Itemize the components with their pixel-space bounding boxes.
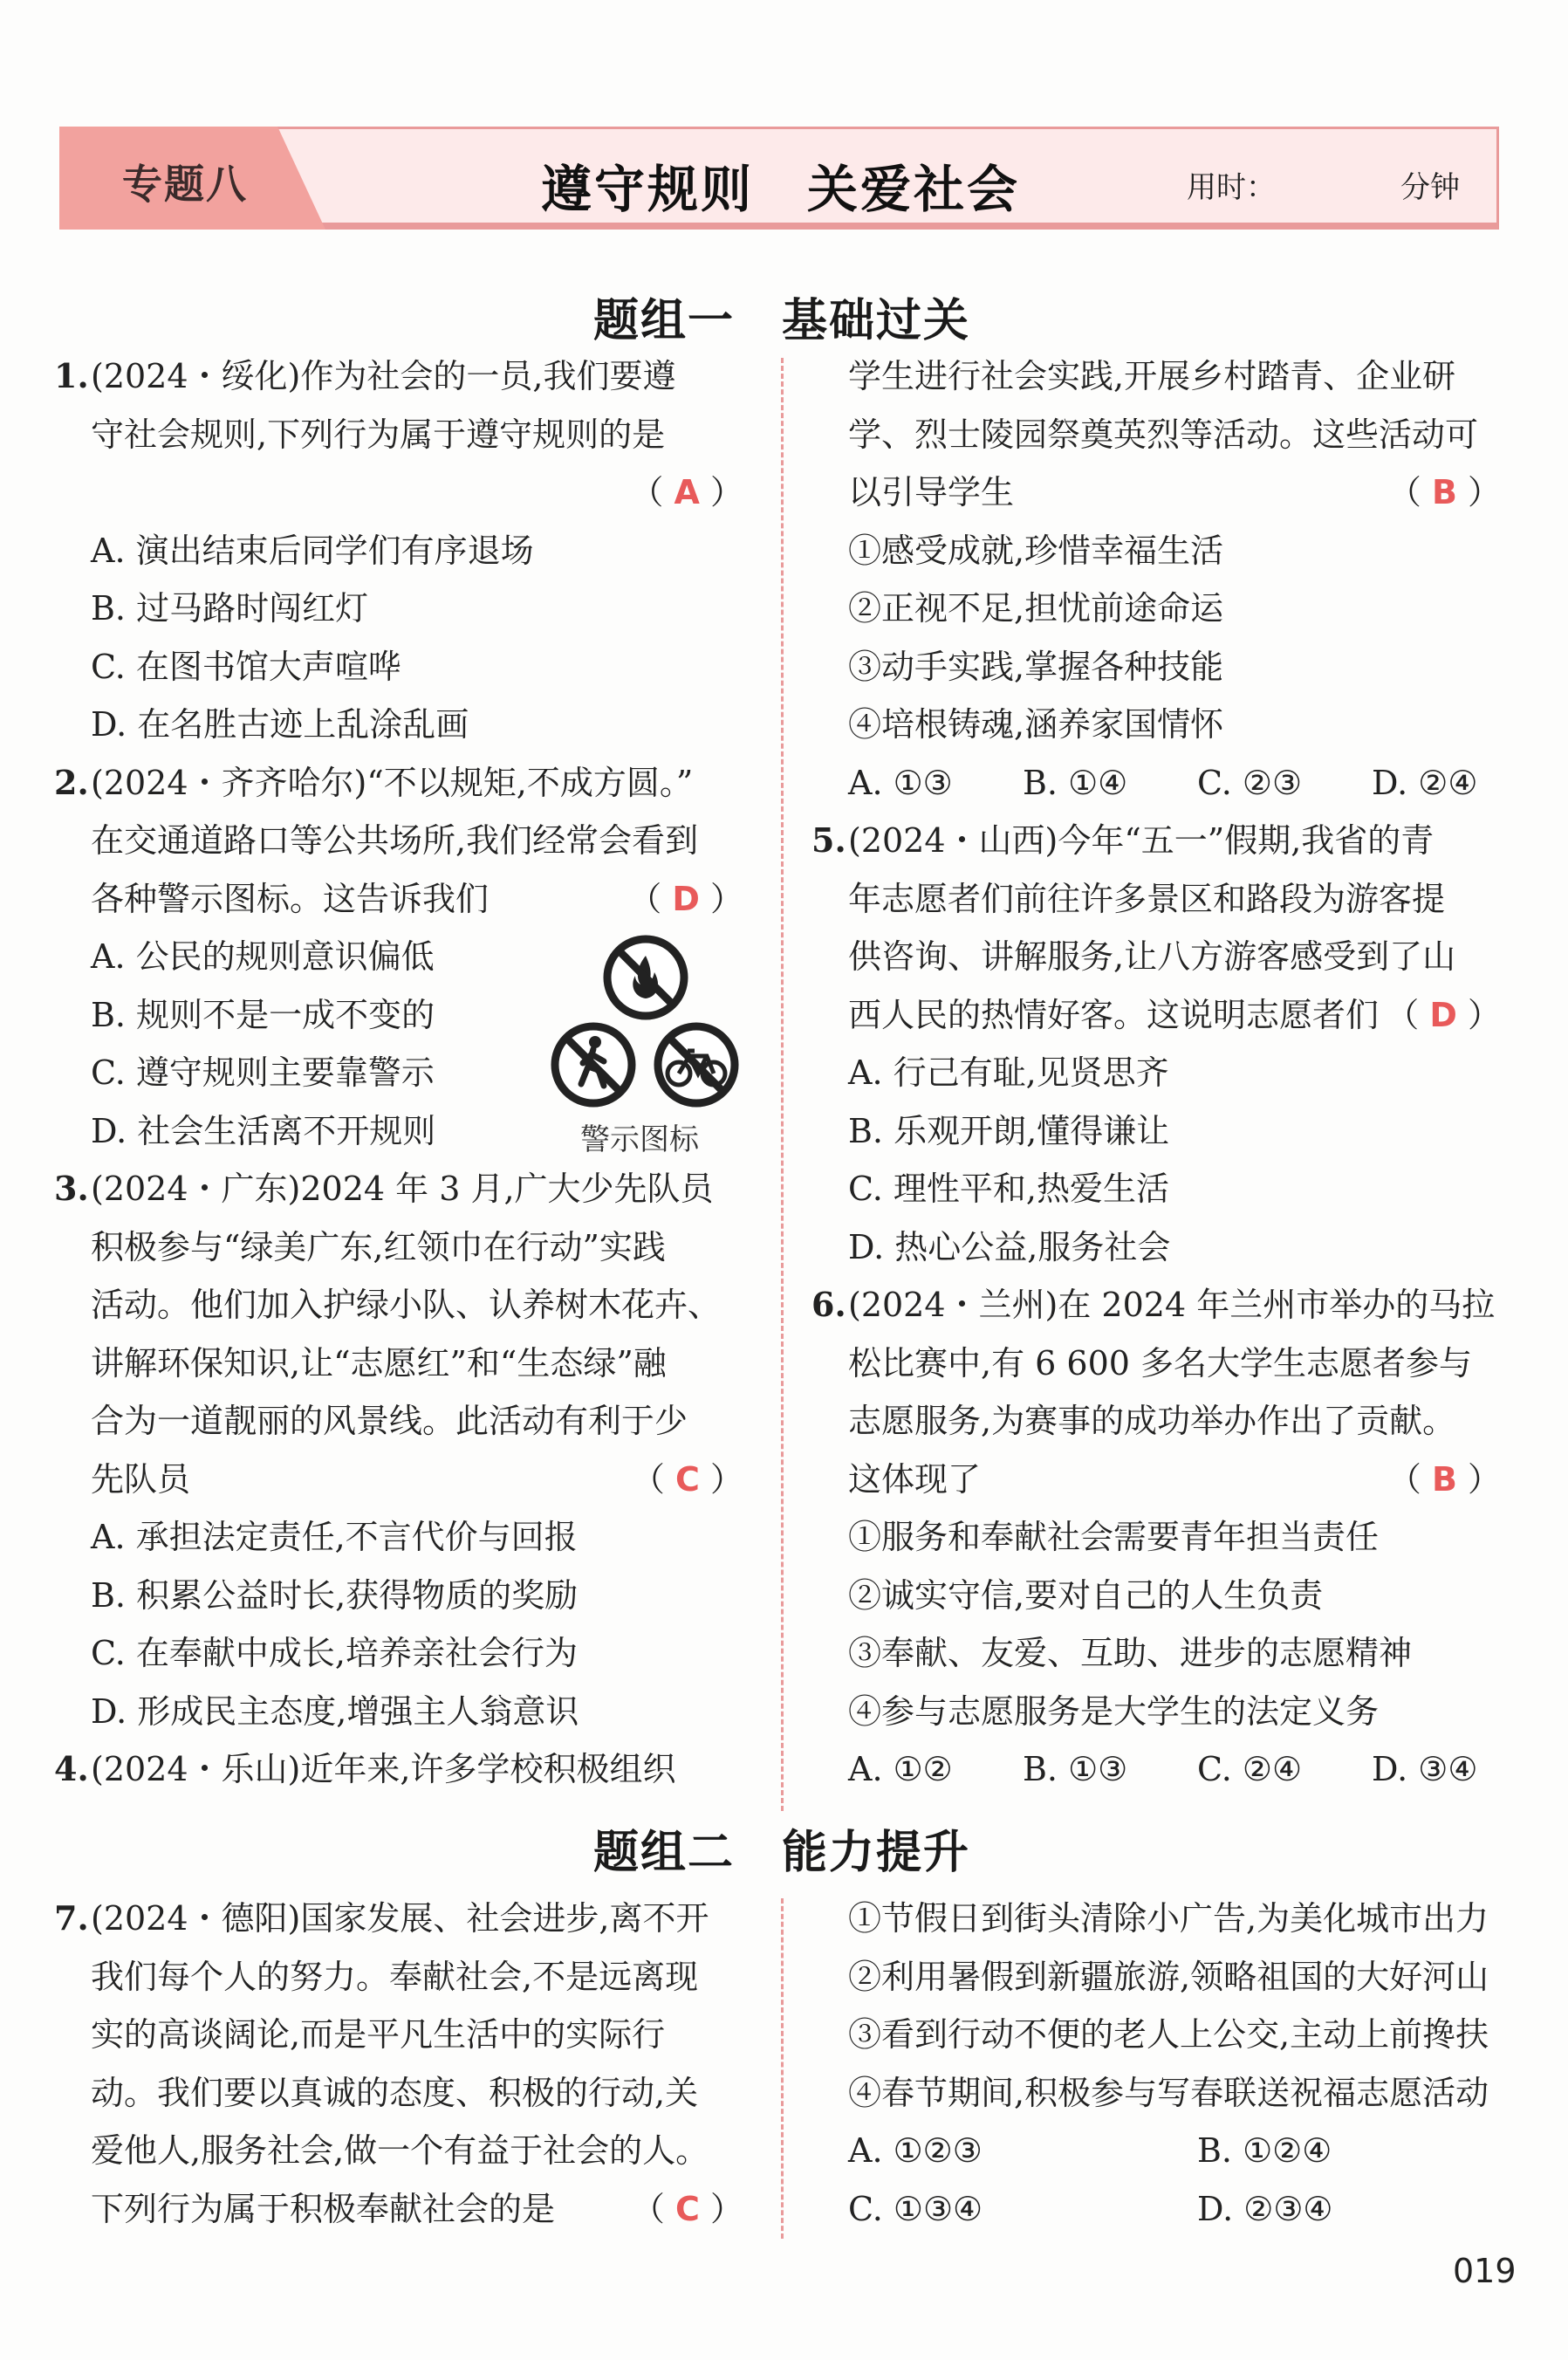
- q2-line: 在交通道路口等公共场所,我们经常会看到: [91, 821, 699, 860]
- q3-line: 讲解环保知识,让“志愿红”和“生态绿”融: [91, 1343, 667, 1382]
- q4-item: ③动手实践,掌握各种技能: [848, 647, 1224, 686]
- no-bicycle-sign-icon: [653, 1021, 740, 1108]
- column-divider-2: [781, 1898, 784, 2239]
- q7-line: 7.(2024・德阳)国家发展、社会进步,离不开: [54, 1898, 709, 1938]
- no-pedestrian-sign-icon: [550, 1021, 637, 1108]
- q6-options: A. ①② B. ①③ C. ②④ D. ③④: [848, 1750, 1478, 1788]
- q5-option: C. 理性平和,热爱生活: [848, 1170, 1169, 1208]
- q1-option: A. 演出结束后同学们有序退场: [91, 531, 534, 570]
- q3-option: B. 积累公益时长,获得物质的奖励: [91, 1575, 579, 1615]
- q6-line: 这体现了 （ B ）: [811, 1451, 1501, 1509]
- q1-option: D. 在名胜古迹上乱涂乱画: [91, 705, 469, 744]
- q7-line: 实的高谈阔论,而是平凡生活中的实际行: [91, 2015, 666, 2054]
- q7-options: A. ①②③ B. ①②④: [848, 2131, 1332, 2170]
- q5-answer: （ D ）: [1386, 995, 1501, 1034]
- q3-line: 合为一道靓丽的风景线。此活动有利于少: [91, 1402, 688, 1440]
- q7-line: 动。我们要以真诚的态度、积极的行动,关: [91, 2073, 699, 2112]
- q6-item: ④参与志愿服务是大学生的法定义务: [848, 1691, 1380, 1731]
- q5-line: 年志愿者们前往许多景区和路段为游客提: [848, 879, 1446, 918]
- page-number: 019: [1453, 2252, 1517, 2290]
- q4-item: ②正视不足,担忧前途命运: [848, 589, 1224, 628]
- q7-item: ①节假日到街头清除小广告,为美化城市出力: [848, 1899, 1489, 1938]
- q2-answer: （ D ）: [628, 879, 743, 918]
- q3-option: A. 承担法定责任,不言代价与回报: [91, 1518, 578, 1556]
- time-label: 用时：: [1187, 170, 1276, 205]
- q2-option: C. 遵守规则主要靠警示: [91, 1053, 435, 1092]
- q4-item: ①感受成就,珍惜幸福生活: [848, 531, 1224, 570]
- q6-item: ②诚实守信,要对自己的人生负责: [848, 1575, 1324, 1615]
- section-title-2: 题组二 能力提升: [593, 1827, 971, 1879]
- q7-item: ③看到行动不便的老人上公交,主动上前搀扶: [848, 2015, 1489, 2054]
- q4-options: A. ①③ B. ①④ C. ②③ D. ②④: [848, 763, 1478, 802]
- q3-line: 3.(2024・广东)2024 年 3 月,广大少先队员: [54, 1169, 714, 1208]
- column-divider-1: [781, 358, 784, 1811]
- q7-item: ④春节期间,积极参与写春联送祝福志愿活动: [848, 2073, 1489, 2112]
- q1-option: B. 过马路时闯红灯: [91, 589, 369, 628]
- q4-answer: （ B ）: [1387, 473, 1501, 511]
- q7-item: ②利用暑假到新疆旅游,领略祖国的大好河山: [848, 1957, 1489, 1996]
- q3-option: C. 在奉献中成长,培养亲社会行为: [91, 1634, 578, 1672]
- right-column-2: [811, 1890, 1501, 2238]
- q5-option: B. 乐观开朗,懂得谦让: [848, 1111, 1170, 1150]
- q2-option: A. 公民的规则意识偏低: [91, 937, 435, 976]
- q3-line: 积极参与“绿美广东,红领巾在行动”实践: [91, 1227, 666, 1266]
- q4-item: ④培根铸魂,涵养家国情怀: [848, 705, 1224, 744]
- right-column-1: [811, 347, 1501, 1799]
- q6-line: 6.(2024・兰州)在 2024 年兰州市举办的马拉: [811, 1285, 1496, 1324]
- q6-answer: （ B ）: [1387, 1459, 1501, 1499]
- page-title: 遵守规则 关爱社会: [541, 160, 1021, 219]
- left-column-2: [54, 1890, 743, 2238]
- q6-line: 志愿服务,为赛事的成功举办作出了贡献。: [848, 1402, 1456, 1440]
- q3-option: D. 形成民主态度,增强主人翁意识: [91, 1691, 579, 1731]
- q6-item: ①服务和奉献社会需要青年担当责任: [848, 1518, 1380, 1556]
- q7-line: 下列行为属于积极奉献社会的是 （ C ）: [54, 2180, 743, 2239]
- q4-line: 4.(2024・乐山)近年来,许多学校积极组织: [54, 1749, 676, 1788]
- topic-label: 专题八: [122, 161, 248, 208]
- q7-line: 爱他人,服务社会,做一个有益于社会的人。: [91, 2131, 709, 2170]
- q7-line: 我们每个人的努力。奉献社会,不是远离现: [91, 1957, 699, 1996]
- q1-answer: （ A ）: [630, 473, 743, 511]
- q6-line: 松比赛中,有 6 600 多名大学生志愿者参与: [848, 1343, 1473, 1382]
- q3-line: 活动。他们加入护绿小队、认养树木花卉、: [91, 1286, 722, 1324]
- q3-line: 先队员 （ C ）: [54, 1451, 743, 1509]
- q5-line: 5.(2024・山西)今年“五一”假期,我省的青: [811, 820, 1434, 860]
- q7-options: C. ①③④ D. ②③④: [848, 2189, 1333, 2228]
- section-title-1: 题组一 基础过关: [593, 295, 971, 347]
- time-unit: 分钟: [1400, 170, 1460, 205]
- q1-option: C. 在图书馆大声喧哗: [91, 647, 401, 686]
- q7-answer: （ C ）: [631, 2189, 743, 2228]
- warning-signs-caption: 警示图标: [580, 1122, 699, 1157]
- q5-option: A. 行己有耻,见贤思齐: [848, 1053, 1169, 1092]
- q2-option: D. 社会生活离不开规则: [91, 1111, 436, 1150]
- q3-answer: （ C ）: [631, 1459, 743, 1499]
- no-fire-sign-icon: [602, 934, 689, 1021]
- q1-line: 1.(2024・绥化)作为社会的一员,我们要遵: [54, 356, 676, 395]
- q5-line: 供咨询、讲解服务,让八方游客感受到了山: [848, 937, 1456, 976]
- q5-option: D. 热心公益,服务社会: [848, 1227, 1171, 1266]
- q1-answer-line: [54, 463, 743, 522]
- q4-line: 学、烈士陵园祭奠英烈等活动。这些活动可: [848, 415, 1479, 454]
- q2-line: 2.(2024・齐齐哈尔)“不以规矩,不成方圆。”: [54, 762, 694, 802]
- q4-line: 学生进行社会实践,开展乡村踏青、企业研: [848, 357, 1456, 395]
- q4-line: 以引导学生 （ B ）: [811, 463, 1501, 522]
- q5-line: 西人民的热情好客。这说明志愿者们 （ D ）: [811, 986, 1501, 1045]
- q1-line: 守社会规则,下列行为属于遵守规则的是: [91, 415, 666, 454]
- q2-line: 各种警示图标。这告诉我们 （ D ）: [54, 870, 743, 929]
- q2-option: B. 规则不是一成不变的: [91, 995, 435, 1034]
- q6-item: ③奉献、友爱、互助、进步的志愿精神: [848, 1634, 1413, 1672]
